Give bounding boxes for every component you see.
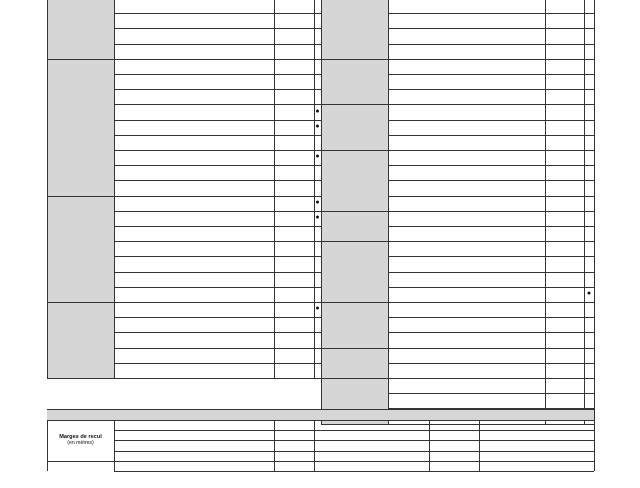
permitted-dot-icon <box>584 180 594 195</box>
maximum-value <box>479 461 594 471</box>
permitted-dot-icon: ● <box>586 290 592 298</box>
grid-line <box>388 13 594 14</box>
permitted-dot-icon <box>314 165 321 180</box>
minimum-value <box>314 461 429 471</box>
use-item <box>388 302 545 317</box>
use-item <box>388 104 545 119</box>
permitted-dot-icon <box>314 44 321 59</box>
grid-line <box>388 44 594 45</box>
use-code <box>274 74 314 89</box>
grid-line <box>114 135 321 136</box>
grid-line <box>388 363 594 364</box>
maximum-label <box>429 430 479 440</box>
grid-line <box>388 332 594 333</box>
grid-line <box>114 28 321 29</box>
use-code <box>545 74 584 89</box>
use-code <box>545 165 584 180</box>
permitted-dot-icon: ● <box>315 153 320 161</box>
permitted-dot-icon <box>314 317 321 332</box>
use-item <box>114 28 274 43</box>
grid-line <box>314 420 315 471</box>
norme-label <box>114 461 274 471</box>
minimum-label <box>274 420 314 430</box>
grid-line <box>114 317 321 318</box>
use-item <box>114 120 274 135</box>
grid-line <box>545 0 546 424</box>
grid-line <box>114 0 115 378</box>
use-item <box>114 287 274 302</box>
group-label <box>321 59 388 105</box>
maximum-value <box>479 440 594 450</box>
use-code <box>545 44 584 59</box>
grid-line <box>314 0 315 378</box>
use-code <box>545 180 584 195</box>
use-code <box>545 302 584 317</box>
group-label <box>321 302 388 348</box>
grid-line <box>47 409 594 410</box>
permitted-dot-icon <box>314 0 321 13</box>
use-code <box>545 393 584 408</box>
permitted-dot-icon <box>584 196 594 211</box>
permitted-dot-icon <box>314 74 321 89</box>
permitted-dot-icon <box>584 348 594 363</box>
use-code <box>545 211 584 226</box>
grid-line <box>388 165 594 166</box>
grid-line <box>388 135 594 136</box>
permitted-dot-icon <box>584 211 594 226</box>
minimum-value <box>314 440 429 450</box>
use-item <box>388 241 545 256</box>
use-code <box>545 317 584 332</box>
permitted-dot-icon <box>584 120 594 135</box>
grid-line <box>114 287 321 288</box>
permitted-dot-icon <box>314 287 321 302</box>
use-item <box>388 196 545 211</box>
permitted-dot-icon <box>314 135 321 150</box>
permitted-dot-icon <box>314 256 321 271</box>
use-item <box>114 348 274 363</box>
use-code <box>545 378 584 393</box>
use-code <box>274 211 314 226</box>
use-item <box>114 302 274 317</box>
use-code <box>274 135 314 150</box>
norme-label <box>114 440 274 450</box>
grid-line <box>388 120 594 121</box>
use-item <box>114 256 274 271</box>
grid-line <box>114 241 321 242</box>
grid-line <box>388 226 594 227</box>
use-code <box>274 120 314 135</box>
group-label <box>47 0 114 59</box>
use-code <box>545 272 584 287</box>
use-item <box>114 241 274 256</box>
maximum-value <box>479 430 594 440</box>
grid-line <box>274 420 275 471</box>
use-code <box>545 287 584 302</box>
use-item <box>388 393 545 408</box>
use-code <box>274 332 314 347</box>
grid-line <box>388 272 594 273</box>
grid-line <box>114 211 321 212</box>
minimum-label <box>274 440 314 450</box>
grid-line <box>479 420 480 471</box>
use-code <box>545 59 584 74</box>
grid-line <box>388 287 594 288</box>
minimum-label <box>274 451 314 461</box>
use-code <box>274 28 314 43</box>
permitted-dot-icon <box>314 13 321 28</box>
grid-line <box>114 332 321 333</box>
use-item <box>114 272 274 287</box>
use-item <box>114 89 274 104</box>
permitted-dot-icon <box>584 0 594 13</box>
use-item <box>114 332 274 347</box>
maximum-label <box>429 451 479 461</box>
permitted-dot-icon: ● <box>315 107 320 115</box>
grid-line <box>114 89 321 90</box>
maximum-label <box>429 420 479 430</box>
use-code <box>274 59 314 74</box>
grid-line <box>47 0 48 378</box>
norme-label <box>114 430 274 440</box>
grid-line <box>47 420 48 471</box>
grid-line <box>388 89 594 90</box>
group-label <box>321 211 388 241</box>
use-code <box>545 135 584 150</box>
grid-line <box>114 104 321 105</box>
group-label <box>321 150 388 211</box>
use-item <box>388 165 545 180</box>
use-item <box>388 44 545 59</box>
use-code <box>274 302 314 317</box>
use-code <box>545 332 584 347</box>
grid-line <box>114 150 321 151</box>
grid-line <box>114 120 321 121</box>
use-code <box>274 180 314 195</box>
permitted-dot-icon <box>314 89 321 104</box>
grid-line <box>47 378 321 379</box>
permitted-dot-icon <box>584 332 594 347</box>
permitted-dot-icon: ● <box>315 305 320 313</box>
use-code <box>274 165 314 180</box>
permitted-dot-icon: ● <box>315 214 320 222</box>
grid-line <box>429 420 430 471</box>
permitted-dot-icon <box>584 59 594 74</box>
permitted-dot-icon <box>314 180 321 195</box>
use-code <box>274 196 314 211</box>
use-code <box>545 226 584 241</box>
permitted-dot-icon <box>584 378 594 393</box>
use-code <box>274 272 314 287</box>
grid-line <box>594 420 595 471</box>
use-code <box>545 13 584 28</box>
permitted-dot-icon <box>584 13 594 28</box>
use-code <box>545 348 584 363</box>
use-item <box>114 44 274 59</box>
permitted-dot-icon: ● <box>315 198 320 206</box>
use-item <box>388 287 545 302</box>
use-code <box>545 104 584 119</box>
use-item <box>388 332 545 347</box>
grid-line <box>388 256 594 257</box>
maximum-label <box>429 461 479 471</box>
grid-line <box>114 74 321 75</box>
group-label <box>321 348 388 378</box>
use-code <box>274 104 314 119</box>
grid-line <box>114 180 321 181</box>
grid-line <box>388 0 389 424</box>
permitted-dot-icon <box>314 59 321 74</box>
use-item <box>388 256 545 271</box>
use-code <box>545 120 584 135</box>
use-code <box>274 287 314 302</box>
grid-line <box>388 180 594 181</box>
permitted-dot-icon <box>584 44 594 59</box>
use-item <box>388 211 545 226</box>
marges-label <box>47 420 114 461</box>
use-item <box>388 13 545 28</box>
minimum-label <box>274 461 314 471</box>
group-label <box>321 0 388 59</box>
permitted-dot-icon <box>584 256 594 271</box>
use-code <box>274 150 314 165</box>
permitted-dot-icon <box>314 226 321 241</box>
use-item <box>114 150 274 165</box>
grid-line <box>274 0 275 378</box>
permitted-dot-icon <box>314 241 321 256</box>
use-item <box>388 135 545 150</box>
use-code <box>545 196 584 211</box>
permitted-dot-icon <box>584 241 594 256</box>
use-code <box>545 28 584 43</box>
permitted-dot-icon <box>584 165 594 180</box>
group-label <box>47 196 114 302</box>
use-item <box>114 165 274 180</box>
use-item <box>114 74 274 89</box>
grid-line <box>114 44 321 45</box>
use-code <box>274 44 314 59</box>
use-item <box>114 226 274 241</box>
grid-line <box>114 226 321 227</box>
use-item <box>114 0 274 13</box>
permitted-dot-icon <box>314 348 321 363</box>
use-item <box>388 378 545 393</box>
use-code <box>274 0 314 13</box>
use-item <box>388 0 545 13</box>
use-item <box>114 135 274 150</box>
use-code <box>274 89 314 104</box>
use-item <box>114 59 274 74</box>
use-item <box>388 59 545 74</box>
permitted-dot-icon <box>584 89 594 104</box>
grid-line <box>114 13 321 14</box>
use-code <box>545 241 584 256</box>
grid-line <box>388 393 594 394</box>
grid-line <box>388 74 594 75</box>
permitted-dot-icon <box>584 272 594 287</box>
group-label <box>321 241 388 302</box>
use-item <box>388 120 545 135</box>
norme-label <box>114 420 274 430</box>
use-item <box>388 363 545 378</box>
permitted-dot-icon <box>314 28 321 43</box>
marges-unit: (en mètres) <box>67 440 94 447</box>
permitted-dot-icon <box>314 363 321 378</box>
permitted-dot-icon <box>584 302 594 317</box>
grid-line <box>114 165 321 166</box>
minimum-value <box>314 451 429 461</box>
use-item <box>114 363 274 378</box>
maximum-value <box>479 451 594 461</box>
permitted-dot-icon <box>584 104 594 119</box>
marges-title: Marges de recul <box>59 433 102 440</box>
group-label <box>47 302 114 378</box>
use-item <box>114 180 274 195</box>
permitted-dot-icon <box>584 317 594 332</box>
minimum-label <box>274 430 314 440</box>
use-item <box>114 211 274 226</box>
grid-line <box>584 0 585 424</box>
permitted-dot-icon <box>584 28 594 43</box>
use-code <box>545 150 584 165</box>
use-item <box>388 150 545 165</box>
grid-line <box>47 461 114 462</box>
use-item <box>114 104 274 119</box>
grid-line <box>594 0 595 424</box>
grid-line <box>321 0 322 424</box>
use-code <box>274 13 314 28</box>
grid-line <box>114 420 115 471</box>
maximum-label <box>429 440 479 450</box>
use-code <box>274 363 314 378</box>
use-code <box>545 0 584 13</box>
grid-line <box>114 256 321 257</box>
use-code <box>545 256 584 271</box>
permitted-dot-icon <box>584 74 594 89</box>
permitted-dot-icon <box>584 135 594 150</box>
group-label <box>321 104 388 150</box>
use-code <box>545 89 584 104</box>
use-item <box>388 180 545 195</box>
use-code <box>274 317 314 332</box>
permitted-dot-icon <box>584 226 594 241</box>
grid-line <box>114 272 321 273</box>
grid-line <box>114 363 321 364</box>
use-item <box>114 13 274 28</box>
permitted-dot-icon <box>314 272 321 287</box>
use-code <box>274 226 314 241</box>
use-code <box>545 363 584 378</box>
use-item <box>388 317 545 332</box>
use-code <box>274 348 314 363</box>
minimum-value <box>314 430 429 440</box>
norme-label <box>114 451 274 461</box>
use-item <box>388 74 545 89</box>
grid-line <box>114 471 594 472</box>
use-item <box>114 317 274 332</box>
permitted-dot-icon <box>584 393 594 408</box>
use-item <box>388 348 545 363</box>
permitted-dot-icon: ● <box>315 122 320 130</box>
grid-line <box>388 28 594 29</box>
use-item <box>388 89 545 104</box>
permitted-dot-icon <box>584 363 594 378</box>
use-code <box>274 241 314 256</box>
use-item <box>114 196 274 211</box>
use-item <box>388 28 545 43</box>
grid-line <box>114 348 321 349</box>
use-item <box>388 226 545 241</box>
grid-line <box>388 196 594 197</box>
grid-line <box>388 317 594 318</box>
permitted-dot-icon <box>584 150 594 165</box>
permitted-dot-icon <box>314 332 321 347</box>
normes-title <box>47 409 594 420</box>
group-label <box>47 59 114 196</box>
use-code <box>274 256 314 271</box>
use-item <box>388 272 545 287</box>
zoning-grid-sheet <box>47 0 594 488</box>
minimum-value <box>314 420 429 430</box>
maximum-value <box>479 420 594 430</box>
